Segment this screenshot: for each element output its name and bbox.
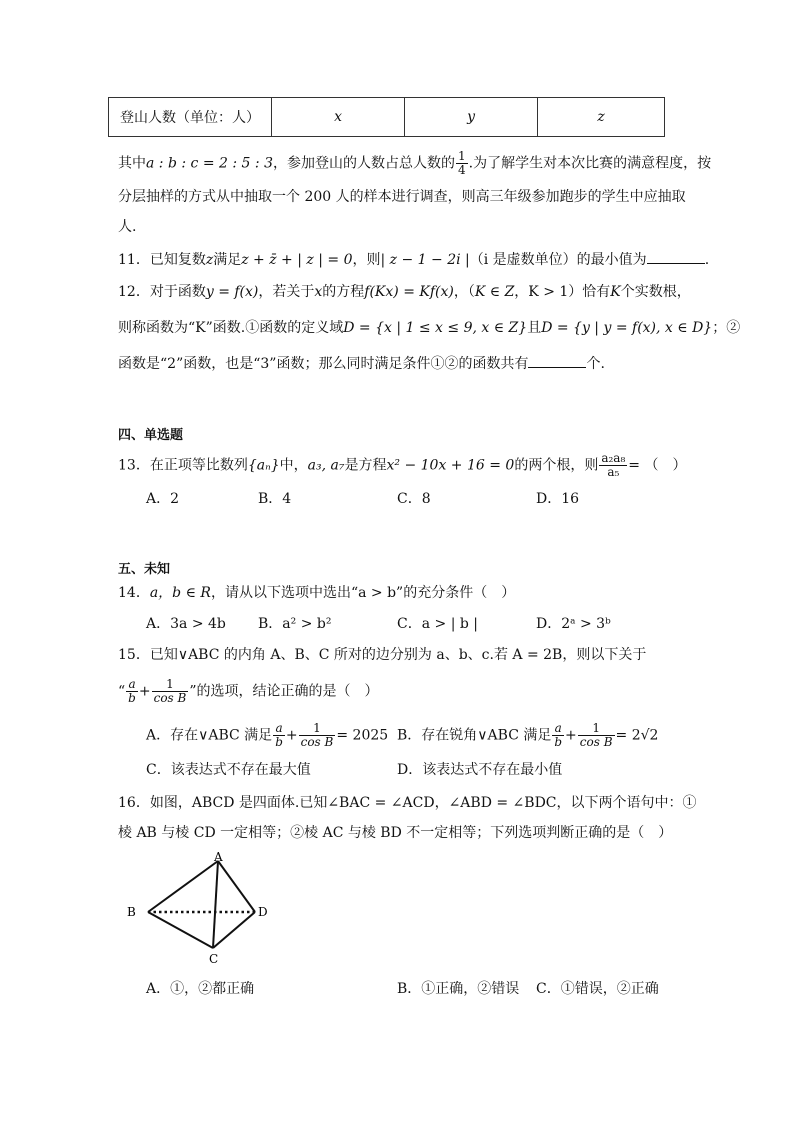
question-11: 11．已知复数z满足z + z̄ + | z | = 0，则| z − 1 − 2i |（i 是虚数单位）的最小值为 . xyxy=(118,249,709,270)
q14-option-b[interactable]: B．a² > b² xyxy=(258,616,332,632)
q13-option-d[interactable]: D．16 xyxy=(536,491,580,507)
edge-ac xyxy=(213,861,218,948)
q13-option-b[interactable]: B．4 xyxy=(258,491,292,507)
edge-ab xyxy=(148,861,218,912)
answer-blank[interactable] xyxy=(528,353,586,368)
one-over-cosb-fraction: $\frac{1}{\text{cos B}}$ xyxy=(153,677,187,705)
q10-line2: 分层抽样的方式从中抽取一个 200 人的样本进行调查，则高三年级参加跑步的学生中应抽取 xyxy=(118,189,686,205)
question-13: 13．在正项等比数列{aₙ}中，a₃, a₇是方程x² − 10x + 16 = 0的两个根，则 $\frac{\text{a₂a₈}}{\text{a₅}}$ = （ ） xyxy=(118,451,687,479)
q14-option-c[interactable]: C．a > | b | xyxy=(397,616,478,632)
q15-option-d[interactable]: D．该表达式不存在最小值 xyxy=(397,762,563,778)
q15-option-b[interactable]: B．存在锐角∨ABC 满足 $\frac{a}{b}$ + $\frac{1}{\text{cos B}}$ = 2√2 xyxy=(397,721,659,749)
table-cell-y: y xyxy=(405,98,538,137)
question-16-line1: 16．如图，ABCD 是四面体.已知∠BAC = ∠ACD，∠ABD = ∠BDC，以下两个语句中：① xyxy=(118,795,697,811)
vertex-label-b: B xyxy=(127,905,136,919)
question-12-line3: 函数是“2”函数，也是“3”函数；那么同时满足条件①②的函数共有 个. xyxy=(118,353,605,374)
section-heading-4: 四、单选题 xyxy=(118,428,184,443)
vertex-label-c: C xyxy=(209,952,219,966)
answer-blank[interactable] xyxy=(647,249,705,264)
edge-cd xyxy=(213,912,255,948)
vertex-label-d: D xyxy=(258,905,268,919)
question-15-line1: 15．已知∨ABC 的内角 A、B、C 所对的边分别为 a、b、c.若 A = 2B，则以下关于 xyxy=(118,647,647,663)
section-heading-5: 五、未知 xyxy=(118,562,171,577)
table-row-label: 登山人数（单位：人） xyxy=(109,98,272,137)
a-over-b-fraction: $\frac{a}{b}$ xyxy=(128,677,136,705)
question-12-line2: 则称函数为“K”函数.①函数的定义域D = {x | 1 ≤ x ≤ 9, x ∈ Z}且D = {y | y = f(x), x ∈ D}；② xyxy=(118,320,741,336)
edge-ad xyxy=(218,861,255,912)
edge-bc xyxy=(148,912,213,948)
q10-line3: 人. xyxy=(118,219,137,235)
question-14: 14．a，b ∈ R，请从以下选项中选出“a > b”的充分条件（ ） xyxy=(118,585,516,601)
question-15-line2: “ $\frac{a}{b}$ + $\frac{1}{\text{cos B}}$ ”的选项，结论正确的是（ ） xyxy=(118,677,379,705)
q16-option-c[interactable]: C．①错误，②正确 xyxy=(536,981,659,997)
quarter-fraction: $\frac{1}{4}$ xyxy=(457,149,466,177)
table-cell-x: x xyxy=(272,98,405,137)
tetrahedron-diagram xyxy=(120,848,280,968)
question-12-line1: 12．对于函数y = f(x)，若关于x的方程f(Kx) = Kf(x)，（K ∈ Z，K > 1）恰有K个实数根， xyxy=(118,284,691,300)
table-row xyxy=(109,98,665,137)
table-cell-z: z xyxy=(538,98,665,137)
climbing-table xyxy=(108,97,665,137)
q13-option-a[interactable]: A．2 xyxy=(146,491,180,507)
q15-option-a[interactable]: A．存在∨ABC 满足 $\frac{a}{b}$ + $\frac{1}{\text{cos B}}$ = 2025 xyxy=(146,721,389,749)
a2a8-over-a5-fraction: $\frac{\text{a₂a₈}}{\text{a₅}}$ xyxy=(601,451,626,479)
q14-option-d[interactable]: D．2ᵃ > 3ᵇ xyxy=(536,616,611,632)
q16-option-a[interactable]: A．①，②都正确 xyxy=(146,981,255,997)
q13-option-c[interactable]: C．8 xyxy=(397,491,431,507)
q15-option-c[interactable]: C．该表达式不存在最大值 xyxy=(146,762,311,778)
q14-option-a[interactable]: A．3a > 4b xyxy=(146,616,226,632)
q10-line1: 其中a : b : c = 2 : 5 : 3，参加登山的人数占总人数的 $\frac{1}{4}$ .为了解学生对本次比赛的满意程度，按 xyxy=(118,149,712,177)
question-16-line2: 棱 AB 与棱 CD 一定相等；②棱 AC 与棱 BD 不一定相等；下列选项判断正确的是（ ） xyxy=(118,825,673,841)
vertex-label-a: A xyxy=(214,850,223,864)
q16-option-b[interactable]: B．①正确，②错误 xyxy=(397,981,520,997)
ratio-expr: a : b : c = 2 : 5 : 3 xyxy=(146,155,273,172)
